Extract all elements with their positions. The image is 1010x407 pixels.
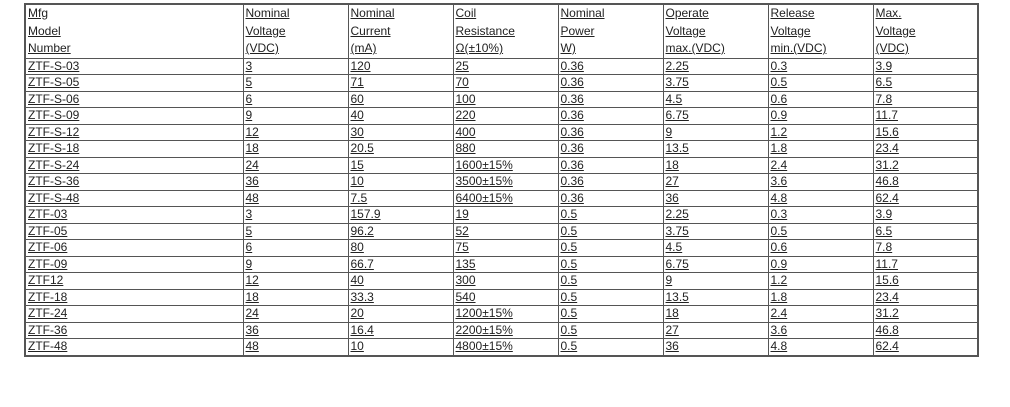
- operate-voltage-cell: 18: [663, 157, 768, 174]
- header-line: Release: [770, 6, 815, 20]
- nominal-power-cell: 0.36: [558, 157, 663, 174]
- nominal-voltage-cell: 6: [243, 240, 348, 257]
- release-voltage-cell: 0.6: [768, 91, 873, 108]
- header-line: Coil: [455, 6, 477, 20]
- nominal-current-cell: 16.4: [348, 322, 453, 339]
- nominal-voltage-cell: 5: [243, 223, 348, 240]
- release-voltage-cell: 1.2: [768, 124, 873, 141]
- nominal-power-cell: 0.36: [558, 190, 663, 207]
- nominal-voltage-cell: 3: [243, 207, 348, 224]
- release-voltage-cell: 1.2: [768, 273, 873, 290]
- header-line: Ω(±10%): [455, 41, 504, 55]
- coil-resistance-cell: 19: [453, 207, 558, 224]
- nominal-power-cell: 0.36: [558, 124, 663, 141]
- nominal-current-cell: 20: [348, 306, 453, 323]
- max-voltage-cell: 62.4: [873, 339, 978, 356]
- model-number-cell: ZTF-S-06: [25, 91, 243, 108]
- nominal-voltage-cell: 36: [243, 174, 348, 191]
- header-line: Nominal: [350, 6, 395, 20]
- header-line: Nominal: [245, 6, 290, 20]
- nominal-current-cell: 7.5: [348, 190, 453, 207]
- coil-resistance-cell: 75: [453, 240, 558, 257]
- coil-resistance-cell: 300: [453, 273, 558, 290]
- model-number-header: [25, 4, 243, 58]
- table-row: [25, 58, 978, 75]
- release-voltage-cell: 4.8: [768, 339, 873, 356]
- release-voltage-cell: 0.5: [768, 75, 873, 92]
- nominal-power-cell: 0.36: [558, 174, 663, 191]
- table-row: [25, 108, 978, 125]
- release-voltage-cell: 0.3: [768, 207, 873, 224]
- nominal-voltage-cell: 18: [243, 141, 348, 158]
- table-row: [25, 190, 978, 207]
- table-header: [25, 4, 978, 58]
- header-line: W): [560, 41, 576, 55]
- nominal-power-cell: 0.5: [558, 289, 663, 306]
- operate-voltage-cell: 4.5: [663, 240, 768, 257]
- model-number-cell: ZTF-S-12: [25, 124, 243, 141]
- release-voltage-cell: 0.5: [768, 223, 873, 240]
- nominal-power-cell: 0.36: [558, 91, 663, 108]
- nominal-power-header: [558, 4, 663, 58]
- max-voltage-cell: 6.5: [873, 75, 978, 92]
- model-number-cell: ZTF-06: [25, 240, 243, 257]
- model-number-cell: ZTF-S-03: [25, 58, 243, 75]
- table-row: [25, 240, 978, 257]
- header-line: max.(VDC): [665, 41, 725, 55]
- release-voltage-header: [768, 4, 873, 58]
- max-voltage-cell: 7.8: [873, 91, 978, 108]
- model-number-cell: ZTF-S-36: [25, 174, 243, 191]
- table-row: [25, 339, 978, 356]
- header-line: Nominal: [560, 6, 605, 20]
- max-voltage-cell: 11.7: [873, 108, 978, 125]
- table-row: [25, 174, 978, 191]
- nominal-voltage-cell: 12: [243, 273, 348, 290]
- max-voltage-cell: 23.4: [873, 289, 978, 306]
- nominal-current-header: [348, 4, 453, 58]
- coil-resistance-cell: 220: [453, 108, 558, 125]
- header-line: Voltage: [770, 23, 811, 38]
- operate-voltage-cell: 3.75: [663, 75, 768, 92]
- model-number-cell: ZTF-S-24: [25, 157, 243, 174]
- nominal-current-cell: 30: [348, 124, 453, 141]
- max-voltage-cell: 31.2: [873, 306, 978, 323]
- nominal-current-cell: 71: [348, 75, 453, 92]
- header-line: Voltage: [245, 23, 286, 38]
- operate-voltage-cell: 6.75: [663, 108, 768, 125]
- header-line: Number: [28, 41, 71, 55]
- release-voltage-cell: 0.9: [768, 256, 873, 273]
- release-voltage-cell: 0.3: [768, 58, 873, 75]
- release-voltage-cell: 0.6: [768, 240, 873, 257]
- coil-resistance-cell: 100: [453, 91, 558, 108]
- nominal-current-cell: 33.3: [348, 289, 453, 306]
- release-voltage-cell: 3.6: [768, 174, 873, 191]
- release-voltage-cell: 0.9: [768, 108, 873, 125]
- model-number-cell: ZTF-S-09: [25, 108, 243, 125]
- table-row: [25, 124, 978, 141]
- nominal-power-cell: 0.5: [558, 322, 663, 339]
- operate-voltage-cell: 9: [663, 124, 768, 141]
- nominal-current-cell: 40: [348, 273, 453, 290]
- nominal-voltage-cell: 12: [243, 124, 348, 141]
- table-row: [25, 141, 978, 158]
- operate-voltage-cell: 36: [663, 339, 768, 356]
- operate-voltage-cell: 2.25: [663, 207, 768, 224]
- nominal-voltage-cell: 24: [243, 157, 348, 174]
- model-number-cell: ZTF-48: [25, 339, 243, 356]
- header-line: (VDC): [875, 41, 909, 55]
- operate-voltage-cell: 27: [663, 174, 768, 191]
- nominal-voltage-cell: 6: [243, 91, 348, 108]
- coil-resistance-cell: 6400±15%: [453, 190, 558, 207]
- model-number-cell: ZTF-03: [25, 207, 243, 224]
- header-line: Operate: [665, 6, 709, 20]
- max-voltage-cell: 15.6: [873, 273, 978, 290]
- nominal-current-cell: 66.7: [348, 256, 453, 273]
- coil-resistance-cell: 70: [453, 75, 558, 92]
- nominal-voltage-cell: 48: [243, 339, 348, 356]
- nominal-power-cell: 0.5: [558, 306, 663, 323]
- header-line: (mA): [350, 41, 377, 55]
- max-voltage-cell: 11.7: [873, 256, 978, 273]
- operate-voltage-cell: 9: [663, 273, 768, 290]
- header-line: Mfg: [28, 6, 49, 20]
- operate-voltage-cell: 4.5: [663, 91, 768, 108]
- table-body: [25, 58, 978, 356]
- model-number-cell: ZTF-05: [25, 223, 243, 240]
- release-voltage-cell: 1.8: [768, 141, 873, 158]
- operate-voltage-cell: 18: [663, 306, 768, 323]
- model-number-cell: ZTF-S-48: [25, 190, 243, 207]
- header-line: Resistance: [455, 23, 515, 38]
- nominal-power-cell: 0.5: [558, 240, 663, 257]
- nominal-voltage-cell: 18: [243, 289, 348, 306]
- nominal-power-cell: 0.5: [558, 256, 663, 273]
- model-number-cell: ZTF-S-18: [25, 141, 243, 158]
- coil-resistance-cell: 135: [453, 256, 558, 273]
- nominal-power-cell: 0.5: [558, 207, 663, 224]
- operate-voltage-header: [663, 4, 768, 58]
- max-voltage-header: [873, 4, 978, 58]
- model-number-cell: ZTF-S-05: [25, 75, 243, 92]
- max-voltage-cell: 3.9: [873, 207, 978, 224]
- relay-spec-table: [24, 3, 979, 357]
- header-line: Voltage: [875, 23, 916, 38]
- nominal-voltage-cell: 3: [243, 58, 348, 75]
- coil-resistance-cell: 400: [453, 124, 558, 141]
- max-voltage-cell: 23.4: [873, 141, 978, 158]
- table-row: [25, 322, 978, 339]
- header-line: Voltage: [665, 23, 706, 38]
- coil-resistance-cell: 1200±15%: [453, 306, 558, 323]
- coil-resistance-cell: 25: [453, 58, 558, 75]
- nominal-voltage-cell: 48: [243, 190, 348, 207]
- nominal-current-cell: 60: [348, 91, 453, 108]
- model-number-cell: ZTF-18: [25, 289, 243, 306]
- release-voltage-cell: 2.4: [768, 157, 873, 174]
- max-voltage-cell: 31.2: [873, 157, 978, 174]
- release-voltage-cell: 2.4: [768, 306, 873, 323]
- coil-resistance-cell: 2200±15%: [453, 322, 558, 339]
- coil-resistance-cell: 1600±15%: [453, 157, 558, 174]
- header-line: (VDC): [245, 41, 279, 55]
- model-number-cell: ZTF-09: [25, 256, 243, 273]
- model-number-cell: ZTF12: [25, 273, 243, 290]
- header-line: Power: [560, 23, 595, 38]
- model-number-cell: ZTF-24: [25, 306, 243, 323]
- nominal-current-cell: 40: [348, 108, 453, 125]
- max-voltage-cell: 62.4: [873, 190, 978, 207]
- table-row: [25, 157, 978, 174]
- operate-voltage-cell: 2.25: [663, 58, 768, 75]
- table-row: [25, 306, 978, 323]
- nominal-current-cell: 15: [348, 157, 453, 174]
- header-line: Current: [350, 23, 391, 38]
- max-voltage-cell: 46.8: [873, 322, 978, 339]
- nominal-current-cell: 10: [348, 174, 453, 191]
- coil-resistance-header: [453, 4, 558, 58]
- operate-voltage-cell: 6.75: [663, 256, 768, 273]
- nominal-power-cell: 0.36: [558, 75, 663, 92]
- nominal-current-cell: 120: [348, 58, 453, 75]
- table-row: [25, 207, 978, 224]
- coil-resistance-cell: 3500±15%: [453, 174, 558, 191]
- nominal-power-cell: 0.36: [558, 141, 663, 158]
- nominal-power-cell: 0.36: [558, 108, 663, 125]
- model-number-cell: ZTF-36: [25, 322, 243, 339]
- nominal-voltage-cell: 5: [243, 75, 348, 92]
- operate-voltage-cell: 13.5: [663, 289, 768, 306]
- table-row: [25, 256, 978, 273]
- nominal-power-cell: 0.5: [558, 339, 663, 356]
- table-row: [25, 91, 978, 108]
- max-voltage-cell: 6.5: [873, 223, 978, 240]
- max-voltage-cell: 46.8: [873, 174, 978, 191]
- coil-resistance-cell: 880: [453, 141, 558, 158]
- nominal-voltage-cell: 24: [243, 306, 348, 323]
- header-line: Model: [28, 23, 61, 38]
- nominal-voltage-cell: 9: [243, 256, 348, 273]
- nominal-voltage-cell: 36: [243, 322, 348, 339]
- operate-voltage-cell: 13.5: [663, 141, 768, 158]
- table-row: [25, 223, 978, 240]
- header-line: min.(VDC): [770, 41, 827, 55]
- operate-voltage-cell: 3.75: [663, 223, 768, 240]
- table-row: [25, 75, 978, 92]
- header-row: [25, 4, 978, 58]
- max-voltage-cell: 3.9: [873, 58, 978, 75]
- header-line: Max.: [875, 6, 902, 20]
- nominal-current-cell: 80: [348, 240, 453, 257]
- max-voltage-cell: 7.8: [873, 240, 978, 257]
- release-voltage-cell: 3.6: [768, 322, 873, 339]
- operate-voltage-cell: 36: [663, 190, 768, 207]
- operate-voltage-cell: 27: [663, 322, 768, 339]
- nominal-power-cell: 0.5: [558, 273, 663, 290]
- max-voltage-cell: 15.6: [873, 124, 978, 141]
- nominal-voltage-header: [243, 4, 348, 58]
- nominal-current-cell: 10: [348, 339, 453, 356]
- release-voltage-cell: 4.8: [768, 190, 873, 207]
- table-row: [25, 273, 978, 290]
- nominal-current-cell: 20.5: [348, 141, 453, 158]
- table-row: [25, 289, 978, 306]
- nominal-power-cell: 0.5: [558, 223, 663, 240]
- release-voltage-cell: 1.8: [768, 289, 873, 306]
- nominal-voltage-cell: 9: [243, 108, 348, 125]
- coil-resistance-cell: 540: [453, 289, 558, 306]
- coil-resistance-cell: 52: [453, 223, 558, 240]
- coil-resistance-cell: 4800±15%: [453, 339, 558, 356]
- nominal-current-cell: 157.9: [348, 207, 453, 224]
- nominal-current-cell: 96.2: [348, 223, 453, 240]
- nominal-power-cell: 0.36: [558, 58, 663, 75]
